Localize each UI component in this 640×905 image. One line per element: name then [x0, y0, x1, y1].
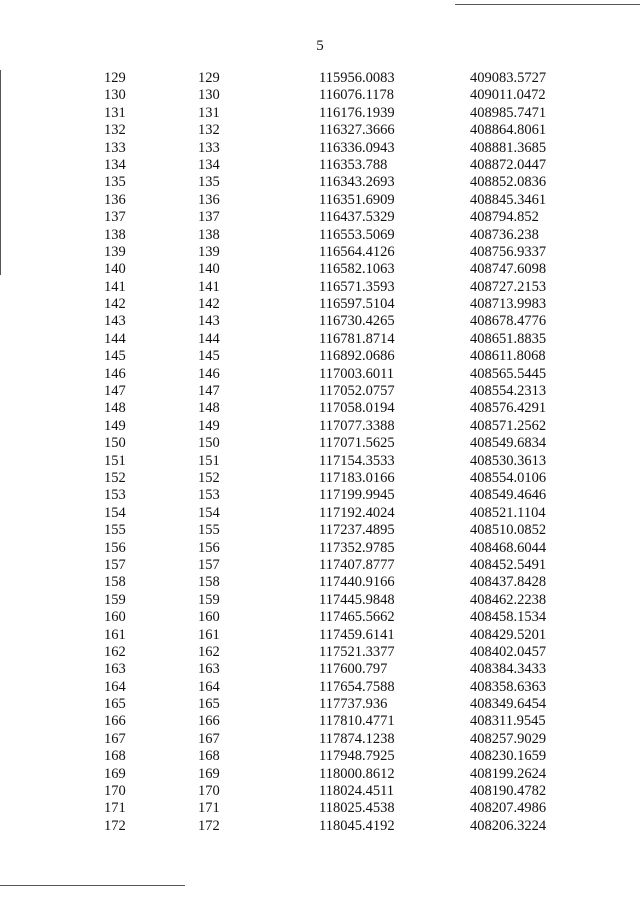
point-id-cell: 152 — [198, 469, 220, 486]
table-row — [0, 140, 640, 157]
point-number-cell: 160 — [104, 609, 126, 626]
y-coordinate-cell: 408358.6363 — [470, 678, 547, 695]
point-number-cell: 157 — [104, 556, 126, 573]
point-id-cell: 129 — [198, 70, 220, 86]
point-number-cell: 172 — [104, 817, 126, 834]
y-coordinate-cell: 408402.0457 — [470, 643, 547, 660]
table-row — [0, 296, 640, 313]
point-id-cell: 143 — [198, 313, 220, 330]
point-number-cell: 161 — [104, 626, 126, 643]
table-row — [0, 227, 640, 244]
point-number-cell: 131 — [104, 104, 126, 121]
point-number-cell: 148 — [104, 400, 126, 417]
point-id-cell: 165 — [198, 696, 220, 713]
table-row — [0, 748, 640, 765]
point-id-cell: 133 — [198, 139, 220, 156]
x-coordinate-cell: 117459.6141 — [319, 626, 395, 643]
y-coordinate-cell: 408257.9029 — [470, 730, 547, 747]
y-coordinate-cell: 408845.3461 — [470, 191, 547, 208]
point-id-cell: 169 — [198, 765, 220, 782]
y-coordinate-cell: 408651.8835 — [470, 330, 547, 347]
x-coordinate-cell: 116892.0686 — [319, 348, 395, 365]
y-coordinate-cell: 408554.0106 — [470, 469, 547, 486]
x-coordinate-cell: 117600.797 — [319, 661, 388, 678]
y-coordinate-cell: 408565.5445 — [470, 365, 547, 382]
point-id-cell: 171 — [198, 800, 220, 817]
x-coordinate-cell: 117058.0194 — [319, 400, 395, 417]
y-coordinate-cell: 408311.9545 — [470, 713, 546, 730]
table-row — [0, 157, 640, 174]
y-coordinate-cell: 408549.6834 — [470, 435, 547, 452]
point-id-cell: 172 — [198, 817, 220, 834]
y-coordinate-cell: 408736.238 — [470, 226, 539, 243]
point-number-cell: 156 — [104, 539, 126, 556]
point-id-cell: 167 — [198, 730, 220, 747]
y-coordinate-cell: 408458.1534 — [470, 609, 547, 626]
x-coordinate-cell: 116336.0943 — [319, 139, 395, 156]
x-coordinate-cell: 117237.4895 — [319, 522, 395, 539]
table-row — [0, 731, 640, 748]
point-number-cell: 137 — [104, 209, 126, 226]
table-row — [0, 800, 640, 817]
table-row — [0, 174, 640, 191]
x-coordinate-cell: 116327.3666 — [319, 122, 395, 139]
point-number-cell: 164 — [104, 678, 126, 695]
point-number-cell: 145 — [104, 348, 126, 365]
x-coordinate-cell: 117810.4771 — [319, 713, 395, 730]
point-number-cell: 138 — [104, 226, 126, 243]
point-number-cell: 140 — [104, 261, 126, 278]
point-number-cell: 162 — [104, 643, 126, 660]
y-coordinate-cell: 408678.4776 — [470, 313, 547, 330]
point-number-cell: 167 — [104, 730, 126, 747]
point-id-cell: 151 — [198, 452, 220, 469]
table-row — [0, 192, 640, 209]
table-row — [0, 818, 640, 835]
point-number-cell: 169 — [104, 765, 126, 782]
point-id-cell: 161 — [198, 626, 220, 643]
table-row — [0, 418, 640, 435]
point-id-cell: 135 — [198, 174, 220, 191]
point-number-cell: 153 — [104, 487, 126, 504]
y-coordinate-cell: 408230.1659 — [470, 748, 547, 765]
table-row — [0, 487, 640, 504]
point-id-cell: 138 — [198, 226, 220, 243]
table-row — [0, 783, 640, 800]
table-row — [0, 244, 640, 261]
table-row — [0, 713, 640, 730]
point-number-cell: 155 — [104, 522, 126, 539]
point-number-cell: 142 — [104, 296, 126, 313]
x-coordinate-cell: 116597.5104 — [319, 296, 395, 313]
point-id-cell: 156 — [198, 539, 220, 556]
point-number-cell: 170 — [104, 783, 126, 800]
x-coordinate-cell: 117445.9848 — [319, 591, 395, 608]
point-id-cell: 159 — [198, 591, 220, 608]
y-coordinate-cell: 408864.8061 — [470, 122, 547, 139]
point-number-cell: 151 — [104, 452, 126, 469]
x-coordinate-cell: 116076.1178 — [319, 87, 395, 104]
table-row — [0, 331, 640, 348]
point-number-cell: 144 — [104, 330, 126, 347]
point-id-cell: 154 — [198, 504, 220, 521]
table-row — [0, 366, 640, 383]
point-number-cell: 135 — [104, 174, 126, 191]
y-coordinate-cell: 408571.2562 — [470, 417, 547, 434]
point-id-cell: 146 — [198, 365, 220, 382]
page-number: 5 — [316, 38, 324, 54]
point-id-cell: 153 — [198, 487, 220, 504]
y-coordinate-cell: 408576.4291 — [470, 400, 547, 417]
y-coordinate-cell: 408349.6454 — [470, 696, 547, 713]
y-coordinate-cell: 408530.3613 — [470, 452, 547, 469]
point-id-cell: 136 — [198, 191, 220, 208]
x-coordinate-cell: 117352.9785 — [319, 539, 395, 556]
x-coordinate-cell: 116437.5329 — [319, 209, 395, 226]
point-number-cell: 168 — [104, 748, 126, 765]
table-row — [0, 348, 640, 365]
point-id-cell: 142 — [198, 296, 220, 313]
table-row — [0, 435, 640, 452]
y-coordinate-cell: 408384.3433 — [470, 661, 547, 678]
y-coordinate-cell: 408985.7471 — [470, 104, 547, 121]
point-number-cell: 129 — [104, 70, 126, 86]
x-coordinate-cell: 117154.3533 — [319, 452, 395, 469]
x-coordinate-cell: 116730.4265 — [319, 313, 395, 330]
table-row — [0, 87, 640, 104]
y-coordinate-cell: 408207.4986 — [470, 800, 547, 817]
table-row — [0, 661, 640, 678]
point-id-cell: 140 — [198, 261, 220, 278]
x-coordinate-cell: 117948.7925 — [319, 748, 395, 765]
y-coordinate-cell: 408468.6044 — [470, 539, 547, 556]
y-coordinate-cell: 408521.1104 — [470, 504, 546, 521]
x-coordinate-cell: 117183.0166 — [319, 469, 395, 486]
point-id-cell: 145 — [198, 348, 220, 365]
table-row — [0, 470, 640, 487]
x-coordinate-cell: 117199.9945 — [319, 487, 395, 504]
point-id-cell: 130 — [198, 87, 220, 104]
table-row — [0, 766, 640, 783]
table-row — [0, 70, 640, 87]
x-coordinate-cell: 117071.5625 — [319, 435, 395, 452]
x-coordinate-cell: 117440.9166 — [319, 574, 395, 591]
point-number-cell: 133 — [104, 139, 126, 156]
point-number-cell: 154 — [104, 504, 126, 521]
point-id-cell: 157 — [198, 556, 220, 573]
point-number-cell: 152 — [104, 469, 126, 486]
x-coordinate-cell: 116176.1939 — [319, 104, 395, 121]
y-coordinate-cell: 408881.3685 — [470, 139, 547, 156]
x-coordinate-cell: 117052.0757 — [319, 383, 395, 400]
y-coordinate-cell: 408206.3224 — [470, 817, 547, 834]
point-id-cell: 162 — [198, 643, 220, 660]
x-coordinate-cell: 117003.6011 — [319, 365, 395, 382]
x-coordinate-cell: 117192.4024 — [319, 504, 395, 521]
point-id-cell: 139 — [198, 243, 220, 260]
point-id-cell: 170 — [198, 783, 220, 800]
point-number-cell: 149 — [104, 417, 126, 434]
table-row — [0, 696, 640, 713]
point-number-cell: 165 — [104, 696, 126, 713]
point-id-cell: 137 — [198, 209, 220, 226]
scan-edge-top — [455, 4, 640, 5]
y-coordinate-cell: 409083.5727 — [470, 70, 547, 86]
x-coordinate-cell: 117407.8777 — [319, 556, 395, 573]
point-id-cell: 144 — [198, 330, 220, 347]
y-coordinate-cell: 408747.6098 — [470, 261, 547, 278]
point-id-cell: 158 — [198, 574, 220, 591]
point-number-cell: 134 — [104, 156, 126, 173]
y-coordinate-cell: 408727.2153 — [470, 278, 547, 295]
y-coordinate-cell: 408872.0447 — [470, 156, 547, 173]
table-row — [0, 400, 640, 417]
point-id-cell: 149 — [198, 417, 220, 434]
y-coordinate-cell: 408756.9337 — [470, 243, 547, 260]
x-coordinate-cell: 118025.4538 — [319, 800, 395, 817]
x-coordinate-cell: 117874.1238 — [319, 730, 395, 747]
point-id-cell: 147 — [198, 383, 220, 400]
x-coordinate-cell: 117737.936 — [319, 696, 388, 713]
table-row — [0, 261, 640, 278]
table-row — [0, 505, 640, 522]
x-coordinate-cell: 116564.4126 — [319, 243, 395, 260]
point-id-cell: 163 — [198, 661, 220, 678]
table-row — [0, 609, 640, 626]
y-coordinate-cell: 408852.0836 — [470, 174, 547, 191]
table-row — [0, 279, 640, 296]
point-number-cell: 146 — [104, 365, 126, 382]
table-row — [0, 105, 640, 122]
coordinates-table — [0, 70, 640, 835]
point-number-cell: 141 — [104, 278, 126, 295]
table-row — [0, 557, 640, 574]
y-coordinate-cell: 408549.4646 — [470, 487, 547, 504]
point-id-cell: 166 — [198, 713, 220, 730]
x-coordinate-cell: 118045.4192 — [319, 817, 395, 834]
point-number-cell: 158 — [104, 574, 126, 591]
y-coordinate-cell: 408794.852 — [470, 209, 539, 226]
x-coordinate-cell: 116553.5069 — [319, 226, 395, 243]
x-coordinate-cell: 115956.0083 — [319, 70, 395, 86]
x-coordinate-cell: 116781.8714 — [319, 330, 395, 347]
point-number-cell: 130 — [104, 87, 126, 104]
table-row — [0, 383, 640, 400]
x-coordinate-cell: 116571.3593 — [319, 278, 395, 295]
point-id-cell: 131 — [198, 104, 220, 121]
table-row — [0, 574, 640, 591]
scan-edge-bottom — [0, 885, 185, 886]
x-coordinate-cell: 116351.6909 — [319, 191, 395, 208]
x-coordinate-cell: 117077.3388 — [319, 417, 395, 434]
y-coordinate-cell: 408554.2313 — [470, 383, 547, 400]
x-coordinate-cell: 117654.7588 — [319, 678, 395, 695]
x-coordinate-cell: 117465.5662 — [319, 609, 395, 626]
y-coordinate-cell: 409011.0472 — [470, 87, 546, 104]
x-coordinate-cell: 116353.788 — [319, 156, 388, 173]
table-row — [0, 522, 640, 539]
table-row — [0, 644, 640, 661]
table-row — [0, 122, 640, 139]
point-id-cell: 160 — [198, 609, 220, 626]
x-coordinate-cell: 116582.1063 — [319, 261, 395, 278]
point-number-cell: 166 — [104, 713, 126, 730]
point-number-cell: 159 — [104, 591, 126, 608]
point-number-cell: 150 — [104, 435, 126, 452]
table-row — [0, 540, 640, 557]
point-id-cell: 168 — [198, 748, 220, 765]
table-row — [0, 627, 640, 644]
point-number-cell: 163 — [104, 661, 126, 678]
point-id-cell: 148 — [198, 400, 220, 417]
y-coordinate-cell: 408611.8068 — [470, 348, 546, 365]
point-id-cell: 132 — [198, 122, 220, 139]
y-coordinate-cell: 408190.4782 — [470, 783, 547, 800]
point-id-cell: 155 — [198, 522, 220, 539]
table-row — [0, 679, 640, 696]
x-coordinate-cell: 118000.8612 — [319, 765, 395, 782]
point-id-cell: 134 — [198, 156, 220, 173]
y-coordinate-cell: 408437.8428 — [470, 574, 547, 591]
point-number-cell: 147 — [104, 383, 126, 400]
y-coordinate-cell: 408713.9983 — [470, 296, 547, 313]
point-number-cell: 136 — [104, 191, 126, 208]
point-id-cell: 141 — [198, 278, 220, 295]
point-id-cell: 164 — [198, 678, 220, 695]
point-id-cell: 150 — [198, 435, 220, 452]
x-coordinate-cell: 118024.4511 — [319, 783, 395, 800]
table-row — [0, 592, 640, 609]
point-number-cell: 139 — [104, 243, 126, 260]
point-number-cell: 171 — [104, 800, 126, 817]
table-row — [0, 453, 640, 470]
y-coordinate-cell: 408199.2624 — [470, 765, 547, 782]
point-number-cell: 143 — [104, 313, 126, 330]
point-number-cell: 132 — [104, 122, 126, 139]
y-coordinate-cell: 408510.0852 — [470, 522, 547, 539]
y-coordinate-cell: 408429.5201 — [470, 626, 547, 643]
table-row — [0, 209, 640, 226]
x-coordinate-cell: 116343.2693 — [319, 174, 395, 191]
y-coordinate-cell: 408452.5491 — [470, 556, 547, 573]
y-coordinate-cell: 408462.2238 — [470, 591, 547, 608]
table-row — [0, 313, 640, 330]
x-coordinate-cell: 117521.3377 — [319, 643, 395, 660]
